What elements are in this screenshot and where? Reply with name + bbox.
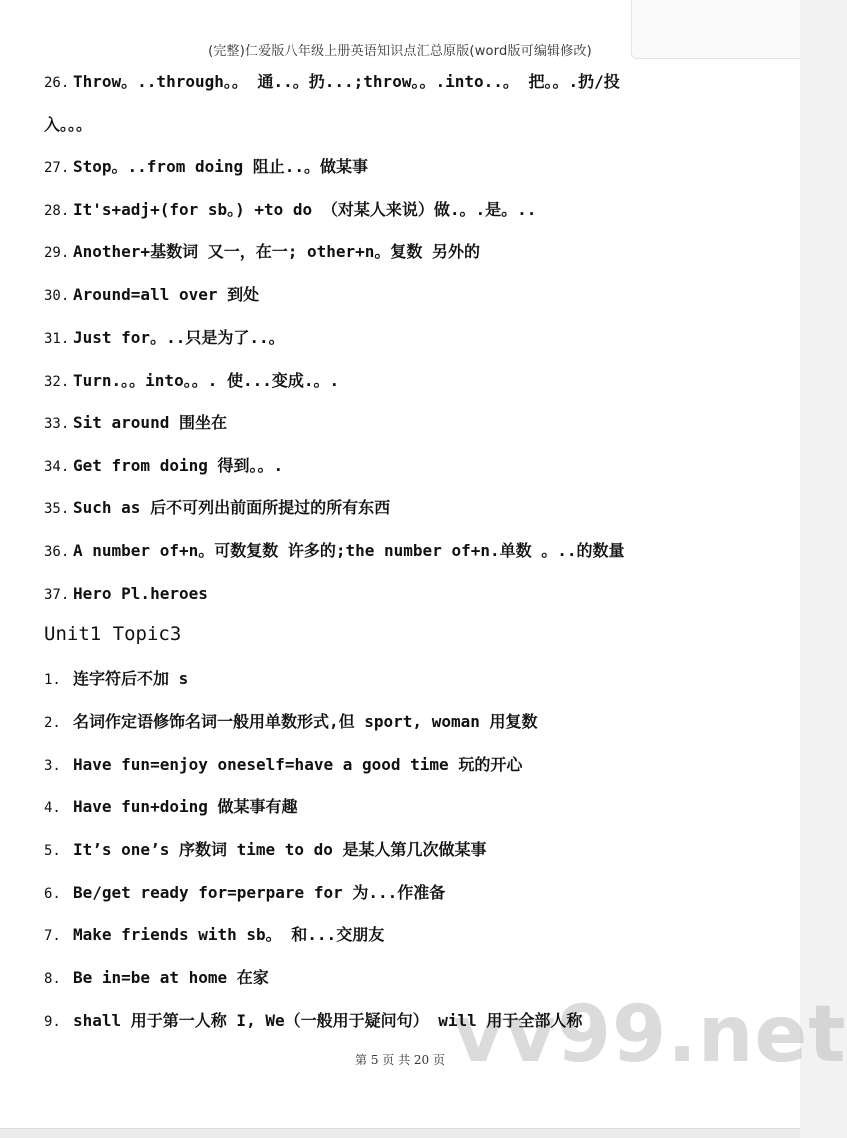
list-item: 36. A number of+n。可数复数 许多的;the number of+n.单数 。..的数量 bbox=[44, 541, 625, 560]
list-item: 31. Just for。..只是为了..。 bbox=[44, 328, 285, 347]
list-item: 32. Turn.。。into。。. 使...变成.。. bbox=[44, 371, 340, 390]
list-item: 1. 连字符后不加 s bbox=[44, 669, 189, 688]
list-item: 26. Throw。..through。。 通..。扔...;throw。。.into..。 把。。.扔/投 bbox=[44, 72, 620, 91]
list-item: 33. Sit around 围坐在 bbox=[44, 413, 227, 432]
list-item: 7. Make friends with sb。 和...交朋友 bbox=[44, 925, 385, 944]
section-heading: Unit1 Topic3 bbox=[44, 623, 182, 645]
watermark: vv99.net bbox=[453, 990, 847, 1080]
list-item: 2. 名词作定语修饰名词一般用单数形式,但 sport, woman 用复数 bbox=[44, 712, 538, 731]
page-footer: 第 5 页 共 20 页 bbox=[355, 1053, 445, 1067]
list-item: 8. Be in=be at home 在家 bbox=[44, 968, 269, 987]
list-item: 34. Get from doing 得到。。. bbox=[44, 456, 284, 475]
list-item: 9. shall 用于第一人称 I, We（一般用于疑问句） will 用于全部人称 bbox=[44, 1011, 583, 1030]
list-item: 35. Such as 后不可列出前面所提过的所有东西 bbox=[44, 498, 391, 517]
list-item: 30. Around=all over 到处 bbox=[44, 285, 260, 304]
list-item: 5. It’s one’s 序数词 time to do 是某人第几次做某事 bbox=[44, 840, 487, 859]
list-item-continuation: 入。。。 bbox=[44, 115, 93, 134]
list-item: 37. Hero Pl.heroes bbox=[44, 584, 208, 603]
page-edge bbox=[0, 1128, 800, 1138]
list-item: 3. Have fun=enjoy oneself=have a good time 玩的开心 bbox=[44, 755, 523, 774]
list-item: 29. Another+基数词 又一，在一; other+n。复数 另外的 bbox=[44, 242, 481, 261]
list-item: 4. Have fun+doing 做某事有趣 bbox=[44, 797, 298, 816]
list-item: 27. Stop。..from doing 阻止..。做某事 bbox=[44, 157, 369, 176]
page-header: (完整)仁爱版八年级上册英语知识点汇总原版(word版可编辑修改) bbox=[208, 44, 592, 59]
list-item: 6. Be/get ready for=perpare for 为...作准备 bbox=[44, 883, 446, 902]
list-item: 28. It's+adj+(for sb。) +to do （对某人来说）做.。.是。.. bbox=[44, 200, 537, 219]
